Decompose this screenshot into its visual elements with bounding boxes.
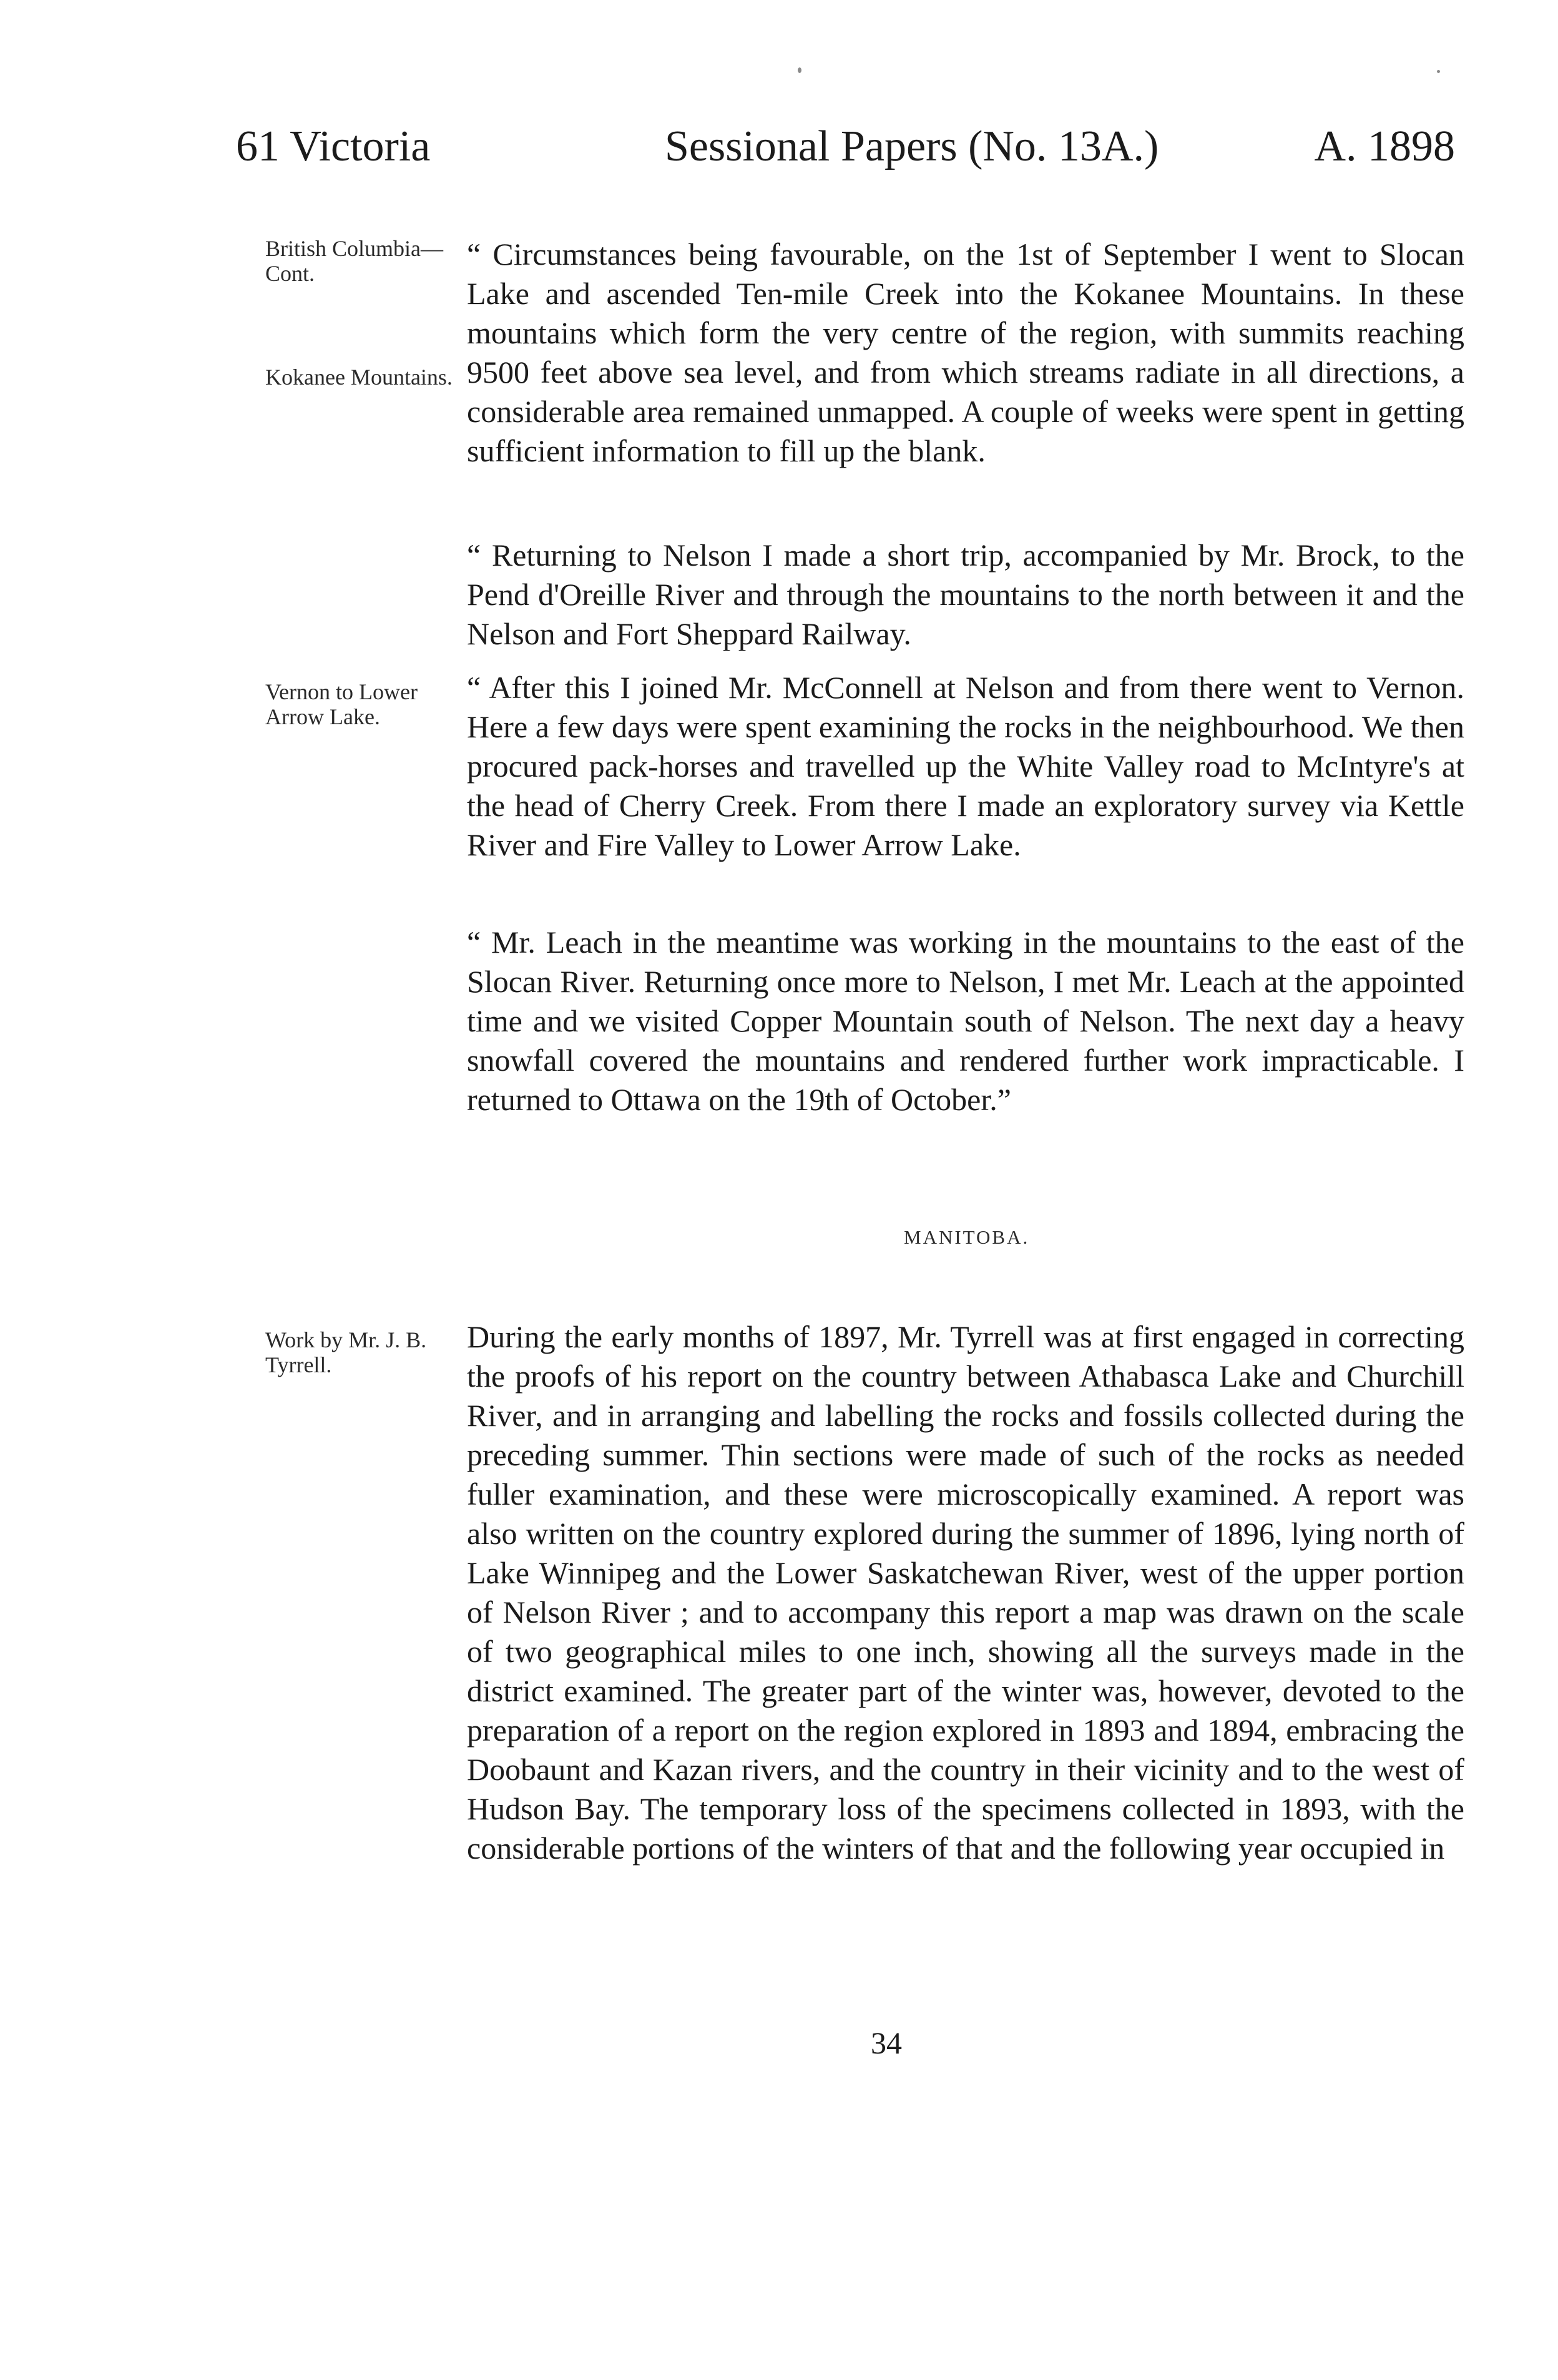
page-number: 34 bbox=[871, 2025, 902, 2060]
header-left: 61 Victoria bbox=[236, 122, 431, 170]
paragraph-returning bbox=[467, 536, 1464, 654]
margin-note-kokanee-mountains: Kokanee Mountains. bbox=[265, 365, 453, 390]
header-right: A. 1898 bbox=[1314, 122, 1455, 170]
paragraph-text: During the early months of 1897, Mr. Tyrrell was at first engaged in correcting the proofs of his report on the country between Athabasca Lake and Churchill River, and in arranging and labelling the rocks and fossils collected during the preceding summer. Thin sections were made of such of the rocks as needed fuller examination, and these were microscopically examined. A report was also written on the country explored during the summer of 1896, lying north of Lake Winnipeg and the Lower Saskatchewan River, west of the upper portion of Nelson River ; and to accompany this report a map was drawn on the scale of two geographical miles to one inch, showing all the surveys made in the district examined. The greater part of the winter was, however, devoted to the preparation of a report on the region explored in 1893 and 1894, embracing the Doobaunt and Kazan rivers, and the country in their vicinity and to the west of Hudson Bay. The temporary loss of the specimens collected in 1893, with the considerable portions of the winters of that and the following year occupied in bbox=[467, 1319, 1464, 1866]
paragraph-after-this bbox=[467, 668, 1464, 865]
margin-note-tyrrell: Work by Mr. J. B. Tyrrell. bbox=[265, 1327, 427, 1377]
scan-speck bbox=[798, 67, 801, 73]
section-heading-manitoba: MANITOBA. bbox=[904, 1226, 1030, 1248]
page-header bbox=[0, 119, 1558, 175]
scan-speck bbox=[1437, 70, 1440, 73]
paragraph-text: “ Returning to Nelson I made a short trip, accompanied by Mr. Brock, to the Pend d'Oreille River and through the mountains to the north between it and the Nelson and Fort Sheppard Railway. bbox=[467, 538, 1464, 651]
margin-note-british-columbia: British Columbia—Cont. bbox=[265, 236, 444, 286]
paragraph-text: “ Circumstances being favourable, on the 1st of September I went to Slocan Lake and ascended Ten-mile Creek into the Kokanee Mountains. In these mountains which form the very centre of the region, with summits reaching 9500 feet above sea level, and from which streams radiate in all directions, a considerable area remained unmapped. A couple of weeks were spent in getting sufficient information to fill up the blank. bbox=[467, 237, 1464, 468]
paragraph-tyrrell-work bbox=[467, 1317, 1464, 1868]
paragraph-text: “ After this I joined Mr. McConnell at Nelson and from there went to Vernon. Here a few days were spent examining the rocks in the neighbourhood. We then procured pack-horses and travelled up the White Valley road to McIntyre's at the head of Cherry Creek. From there I made an exploratory survey via Kettle River and Fire Valley to Lower Arrow Lake. bbox=[467, 670, 1464, 862]
margin-note-vernon: Vernon to Lower Arrow Lake. bbox=[265, 679, 418, 729]
header-center: Sessional Papers (No. 13A.) bbox=[665, 122, 1159, 170]
paragraph-text: “ Mr. Leach in the meantime was working in the mountains to the east of the Slocan River. Returning once more to Nelson, I met Mr. Leach at the appointed time and we visited Copper Mountain south of Nelson. The next day a heavy snowfall covered the mountains and rendered further work impracticable. I returned to Ottawa on the 19th of October.” bbox=[467, 925, 1464, 1117]
paragraph-mr-leach bbox=[467, 923, 1464, 1119]
paragraph-circumstances bbox=[467, 235, 1464, 471]
